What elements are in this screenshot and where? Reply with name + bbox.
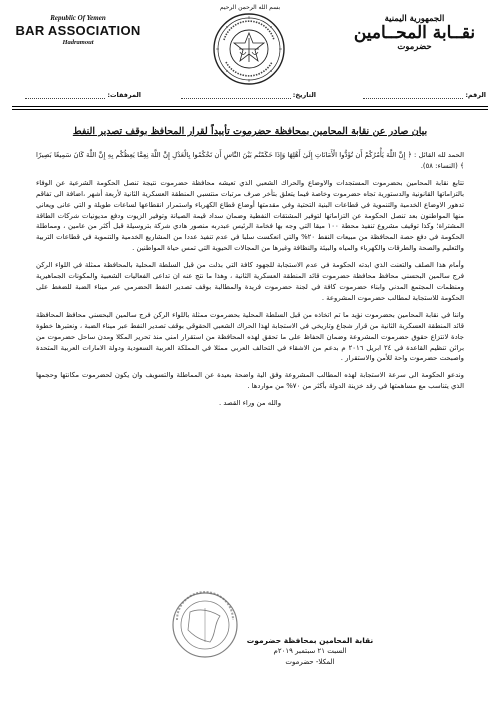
header-english-org: BAR ASSOCIATION bbox=[15, 23, 141, 38]
signature-place: المكلا- حضرموت bbox=[285, 658, 335, 666]
body-paragraph: وندعو الحكومة الى سرعة الاستجابة لهذه المطالب المشروعة وفق الية واضحة بعيدة عن المماطلة والتسويف وان يكون لحضرموت مكانتها وحجمها الذي يتناسب مع مساهمتها في رفد خزينة الدولة بأكثر من ٧٠% من مواردها . bbox=[36, 371, 464, 391]
body-paragraph: وأمام هذا الصلف والتعنت الذي ابدته الحكومة في عدم الاستجابة للجهود كافة التي بذلت من قبل السلطة المحلية بالمحافظة ممثلة في اللواء الركن فرج سالمين البحسني محافظ محافظة حضرموت قائد المنطقة العسكرية الثانية ، وهذا ما نتج عنه ان تداعى الفعاليات الشعبية والمكونات الجماهيرية ومنظمات المجتمع المدني وابناء حضرموت كافة في لجنة حضرموت فريدة والمطالبة بوقف تصدير النفط الحضرمي عبر ميناء الضبة للضغط على الحكومة للاستجابة لمطالب حضرموت المشروعة . bbox=[36, 261, 464, 302]
header-english-country: Republic Of Yemen bbox=[50, 14, 106, 22]
closing-line: والله من وراء القصد . bbox=[218, 399, 282, 408]
body-paragraph: تتابع نقابة المحامين بحضرموت المستجدات والاوضاع والحراك الشعبي الذي تعيشه محافظة حضرموت نتيجة تنصل الحكومة الشرعية عن الوفاء بالتزاماتها القانونية والدستورية تجاه حضرموت وخاصة فيما يتعلق بتأخر صرف مرتبات منتسبي المنطقة العسكرية الثانية لأربعة أشهر ،اضافة الى تفاقم تدهور الاوضاع الخدمية والتنموية في قطاعات البنية التحتية وفي مقدمتها أوضاع قطاع الكهرباء واستمرار انقطاعها لساعات طويلة و التي عانى ويعاني منها المواطنون بعد تنصل الحكومة عن التزاماتها لتوفير المشتقات النفطية وضمان سداد قيمة الصيانة وتوفير الزيوت ودفع مديونيات شركات الطاقة المشتراة؛ وكذا توقيف مشروع تنفيذ محطة ١٠٠ ميقا التي وجه بها فخامة الرئيس عبدربه منصور هادي شركة بتروسيلة قبل أكثر من عامين ، ومماطلة الحكومة في دفع حصة المحافظة من مبيعات النفط ٢٠% والتي انعكست سلبا في عدم تنفيذ عددا من المشاريع الخدمية والتنموية في قطاعات التربية والتعليم والصحة والطرقات والكهرباء والمياه والبيئة والنظافة وغيرها من المجالات الحيوية التي تمس حياة المواطنين . bbox=[36, 178, 464, 253]
signature-org: نقابة المحامين بمحافظة حضرموت bbox=[246, 636, 374, 645]
header-arabic-country: الجمهورية اليمنية bbox=[384, 14, 445, 24]
signature-block bbox=[230, 635, 390, 668]
header-arabic-org: نقــابة المحــامين bbox=[353, 23, 476, 43]
body-paragraph-quran: الحمد لله القائل : ﴿ إِنَّ اللَّهَ يَأْمُرُكُمْ أَن تُؤَدُّوا الْأَمَانَاتِ إِلَىٰ أَهْلِهَا وَإِذَا حَكَمْتُم بَيْنَ النَّاسِ أَن تَحْكُمُوا بِالْعَدْلِ إِنَّ اللَّهَ نِعِمَّا يَعِظُكُم بِهِ إِنَّ اللَّهَ كَانَ سَمِيعًا بَصِيرًا ﴾ (النساء: ٥٨). bbox=[36, 151, 464, 170]
attachments-field bbox=[25, 90, 141, 99]
document-body bbox=[36, 150, 464, 415]
header-divider bbox=[12, 106, 488, 107]
signature-date: السبت ٢١ سبتمبر ٢٠١٩م bbox=[273, 647, 347, 655]
attachments-label: المرفقات: bbox=[107, 91, 141, 99]
reference-row bbox=[14, 90, 486, 102]
body-paragraph: واننا في نقابة المحامين بحضرموت نؤيد ما تم اتخاذه من قبل السلطة المحلية بحضرموت ممثلة باللواء الركن فرج سالمين البحسني محافظ المحافظة قائد المنطقة العسكرية الثانية من قرار شجاع وتاريخي في الاستجابة لهذا الحراك الشعبي الحقوقي بوقف تصدير النفط عبر ميناء الضبة ، ونعتبرها خطوة جادة لانتزاع حقوق حضرموت المشروعة وضمان الحفاظ على ما تحقق لهذه المحافظة من استقرار امني منذ تحرير المكلا ومدن ساحل حضرموت من براثن تنظيم القاعدة في ٢٤ ابريل ٢٠١٦ م بدعم من الاشقاء في التحالف العربي ممثلا في المملكة العربية السعودية ودولة الامارات العربية المتحدة واصبحت حضرموت واحة للأمن والاستقرار . bbox=[36, 310, 464, 363]
header-arabic-branch: حضرموت bbox=[397, 42, 432, 52]
date-label: التاريخ: bbox=[292, 91, 316, 99]
header-divider-thin bbox=[12, 109, 488, 110]
date-field bbox=[181, 90, 316, 99]
header-english bbox=[14, 14, 142, 46]
header-arabic bbox=[347, 14, 482, 52]
ref-field bbox=[363, 90, 486, 99]
document-title: بيان صادر عن نقابة المحامين بمحافظة حضرموت تأييداً لقرار المحافظ بوقف تصدير النفط bbox=[72, 126, 428, 137]
bar-association-seal-icon bbox=[212, 12, 286, 86]
ref-label: الرقم: bbox=[465, 91, 486, 99]
header-english-branch: Hadramout bbox=[62, 39, 94, 46]
basmala: بسم الله الرحمن الرحيم bbox=[219, 4, 281, 11]
